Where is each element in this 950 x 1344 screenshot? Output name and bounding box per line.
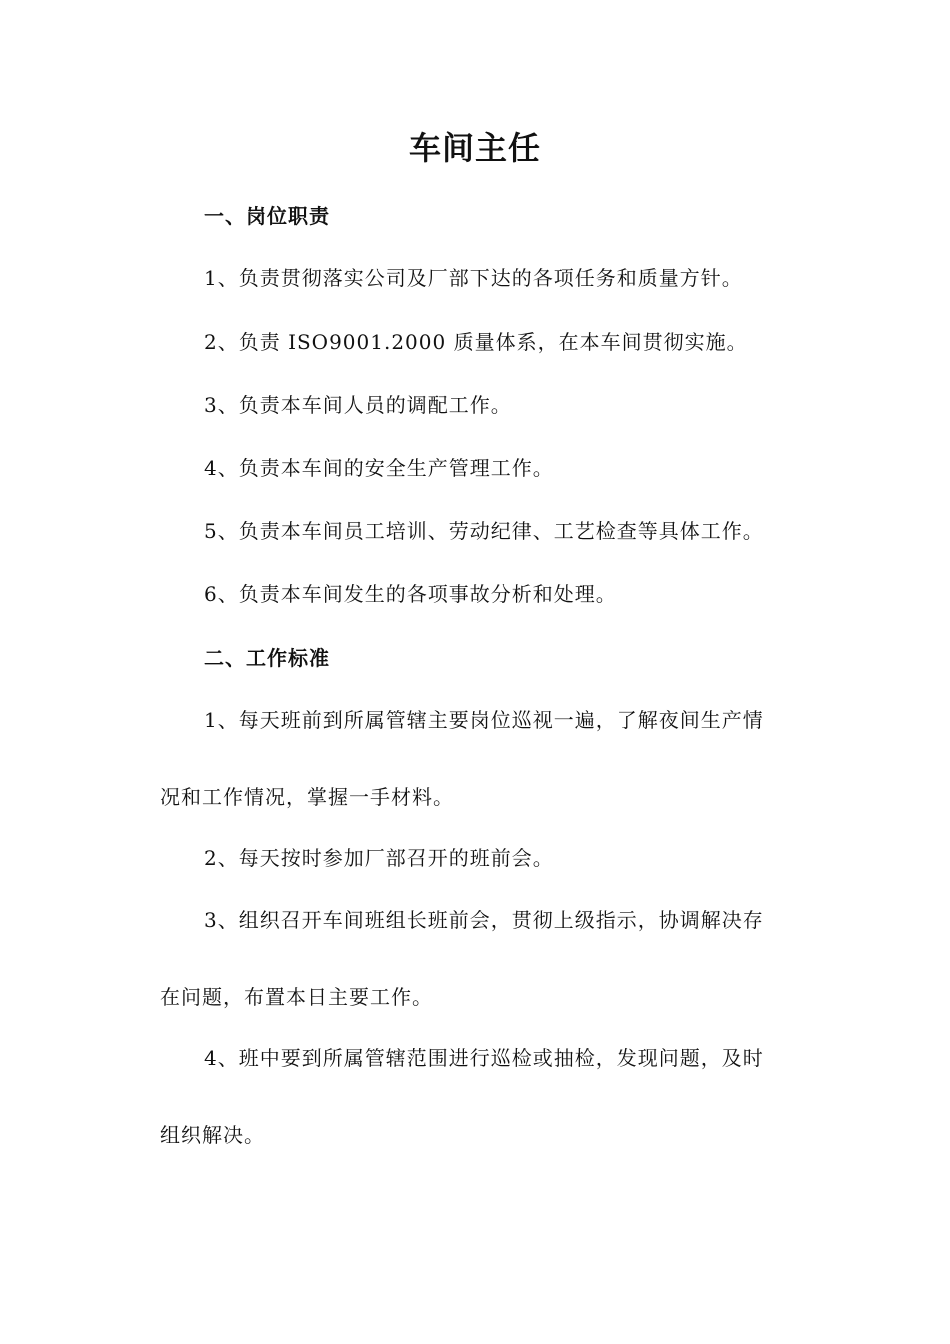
- standard-item-line: 4、班中要到所属管辖范围进行巡检或抽检，发现问题，及时: [204, 1046, 764, 1070]
- document-title: 车间主任: [408, 129, 541, 167]
- duty-item: 6、负责本车间发生的各项事故分析和处理。: [204, 582, 617, 606]
- duty-item: 4、负责本车间的安全生产管理工作。: [204, 456, 554, 480]
- standard-item-continuation: 组织解决。: [160, 1123, 265, 1147]
- standard-item-line: 2、每天按时参加厂部召开的班前会。: [204, 846, 554, 870]
- section-heading-job-duties: 一、岗位职责: [204, 204, 330, 228]
- duty-item: 3、负责本车间人员的调配工作。: [204, 393, 512, 417]
- section-heading-work-standards: 二、工作标准: [204, 646, 330, 670]
- standard-item-line: 1、每天班前到所属管辖主要岗位巡视一遍，了解夜间生产情: [204, 708, 764, 732]
- standard-item-continuation: 在问题，布置本日主要工作。: [160, 985, 433, 1009]
- standard-item-continuation: 况和工作情况，掌握一手材料。: [160, 785, 454, 809]
- duty-item: 1、负责贯彻落实公司及厂部下达的各项任务和质量方针。: [204, 266, 743, 290]
- standard-item-line: 3、组织召开车间班组长班前会，贯彻上级指示，协调解决存: [204, 908, 764, 932]
- duty-item: 2、负责 ISO9001.2000 质量体系，在本车间贯彻实施。: [204, 330, 748, 354]
- duty-item: 5、负责本车间员工培训、劳动纪律、工艺检查等具体工作。: [204, 519, 764, 543]
